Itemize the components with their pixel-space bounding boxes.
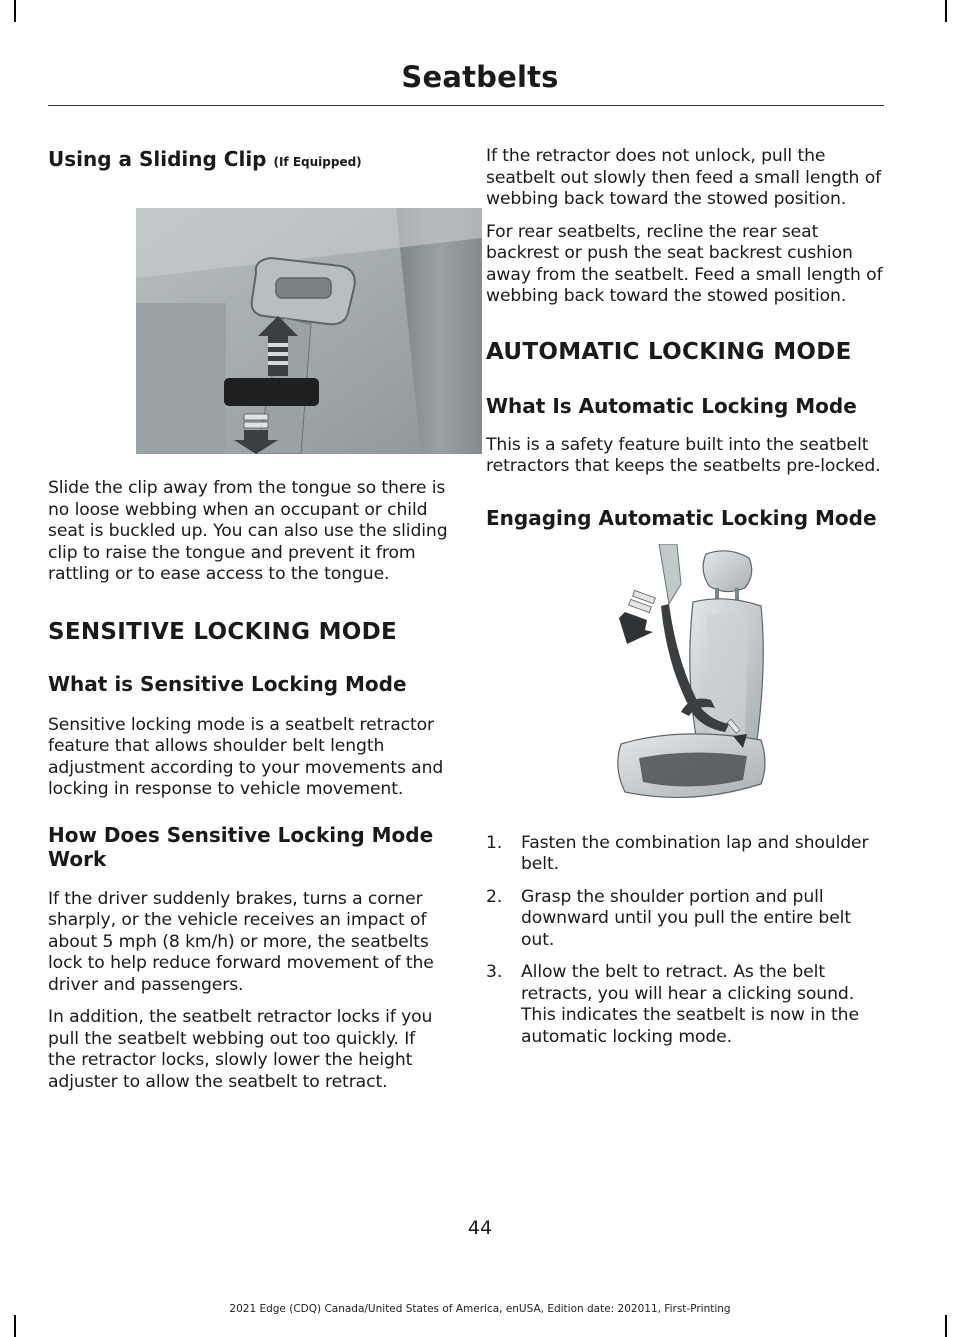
right-column bbox=[486, 146, 886, 1048]
engaging-steps-list bbox=[486, 833, 886, 1049]
crop-mark bbox=[945, 1315, 947, 1337]
how-does-sensitive-body-2: In addition, the seatbelt retractor locks if you pull the seatbelt webbing out too quickly. If the retractor locks, slowly lower the height adjuster to allow the seatbelt to retract. bbox=[48, 1007, 433, 1092]
step-text: Allow the belt to retract. As the belt retracts, you will hear a clicking sound. This indicates the seatbelt is now in the automatic locking mode. bbox=[521, 962, 859, 1047]
sensitive-locking-section-title: SENSITIVE LOCKING MODE bbox=[48, 618, 398, 645]
step-text: Grasp the shoulder portion and pull downward until you pull the entire belt out. bbox=[521, 886, 851, 950]
sliding-clip-heading-text: Using a Sliding Clip bbox=[48, 147, 267, 171]
seat-image bbox=[611, 544, 771, 814]
automatic-locking-section-title: AUTOMATIC LOCKING MODE bbox=[486, 338, 852, 365]
crop-mark bbox=[14, 0, 16, 22]
what-is-sensitive-heading: What is Sensitive Locking Mode bbox=[48, 671, 407, 696]
crop-mark bbox=[945, 0, 947, 22]
sliding-clip-body: Slide the clip away from the tongue so there is no loose webbing when an occupant or child seat is buckled up. You can also use the sliding clip to raise the tongue and prevent it from rattling or to ease access to the tongue. bbox=[48, 478, 448, 584]
engaging-automatic-heading: Engaging Automatic Locking Mode bbox=[486, 505, 877, 530]
step-number: 3. bbox=[486, 962, 503, 982]
step-item bbox=[486, 962, 886, 1048]
retractor-unlock-paragraph: If the retractor does not unlock, pull the seatbelt out slowly then feed a small length of webbing back toward the stowed position. bbox=[486, 146, 882, 209]
step-number: 1. bbox=[486, 832, 503, 853]
sliding-clip-illustration bbox=[136, 208, 482, 454]
step-number: 2. bbox=[486, 886, 503, 907]
header-divider bbox=[48, 105, 884, 106]
footer-edition-info: 2021 Edge (CDQ) Canada/United States of America, enUSA, Edition date: 202011, First-Printing bbox=[229, 1303, 731, 1315]
page-title: Seatbelts bbox=[401, 60, 559, 94]
how-does-sensitive-heading: How Does Sensitive Locking Mode Work bbox=[48, 822, 434, 871]
sliding-clip-heading bbox=[48, 147, 448, 174]
what-is-sensitive-body: Sensitive locking mode is a seatbelt retractor feature that allows shoulder belt length adjustment according to your movements and locking in response to vehicle movement. bbox=[48, 714, 444, 799]
how-does-sensitive-body-1: If the driver suddenly brakes, turns a corner sharply, or the vehicle receives an impact of about 5 mph (8 km/h) or more, the seatbelts lock to help reduce forward movement of the driver and passengers. bbox=[48, 888, 434, 995]
what-is-automatic-body: This is a safety feature built into the seatbelt retractors that keeps the seatbelts pre-locked. bbox=[486, 434, 881, 476]
if-equipped-qualifier: (If Equipped) bbox=[273, 155, 362, 169]
step-item bbox=[486, 833, 886, 876]
step-item bbox=[486, 887, 886, 952]
left-column bbox=[48, 140, 448, 1093]
rear-seatbelt-paragraph: For rear seatbelts, recline the rear seat backrest or push the seat backrest cushion away from the seatbelt. Feed a small length of webbing back toward the stowed position. bbox=[486, 221, 883, 306]
crop-mark bbox=[14, 1315, 16, 1337]
step-text: Fasten the combination lap and shoulder belt. bbox=[521, 832, 869, 874]
page-number: 44 bbox=[467, 1217, 493, 1239]
seat-belt-illustration bbox=[611, 544, 771, 814]
what-is-automatic-heading: What Is Automatic Locking Mode bbox=[486, 393, 857, 418]
sliding-clip-image bbox=[136, 208, 482, 454]
